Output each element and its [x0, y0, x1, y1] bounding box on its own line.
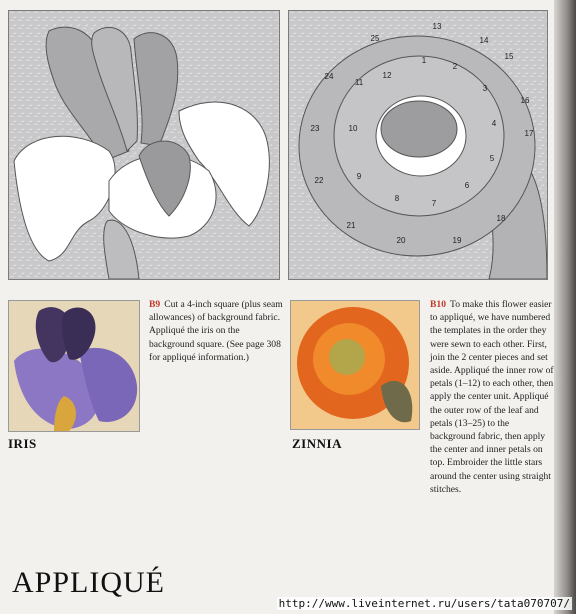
iris-caption: IRIS: [8, 436, 37, 451]
petal-number: 12: [382, 71, 392, 80]
iris-pattern-panel: [8, 10, 280, 280]
petal-number: 8: [394, 194, 400, 203]
iris-code: B9: [149, 299, 161, 310]
petal-number: 13: [432, 22, 442, 31]
iris-pattern-drawing: [9, 11, 279, 279]
petal-number: 16: [520, 96, 530, 105]
petal-number: 9: [356, 172, 362, 181]
petal-number: 4: [491, 119, 497, 128]
zinnia-instructions-text: To make this flower easier to appliqué, we have numbered the templates in the order they were sewn to each other. First, join the 2 center pieces and set aside. Appliqué the inner row of petals (1–12) to each other, then apply the center unit. Appliqué the outer row of the leaf and petals (13–25) to the background fabric, then apply the center and inner petals on top. Embroider the little stars around the center using straight stitches.: [430, 299, 554, 495]
petal-number: 19: [452, 236, 462, 245]
petal-number: 22: [314, 176, 324, 185]
page-binding-edge: [554, 0, 576, 614]
petal-number: 2: [452, 62, 458, 71]
zinnia-pattern-drawing: [289, 11, 547, 279]
zinnia-instructions: [430, 298, 554, 496]
petal-number: 17: [524, 129, 534, 138]
petal-number: 3: [482, 84, 488, 93]
iris-instructions-text: Cut a 4-inch square (plus seam allowances) of background fabric. Appliqué the iris on the background square. (See page 308 for appliqué information.): [149, 299, 283, 363]
iris-photo: [8, 300, 140, 432]
zinnia-code: B10: [430, 299, 446, 310]
zinnia-photo: [290, 300, 420, 430]
source-watermark: http://www.liveinternet.ru/users/tata070707/: [278, 597, 570, 610]
petal-number: 1: [421, 56, 427, 65]
zinnia-caption: ZINNIA: [292, 436, 342, 451]
petal-number: 5: [489, 154, 495, 163]
petal-number: 25: [370, 34, 380, 43]
petal-number: 14: [479, 36, 489, 45]
petal-number: 6: [464, 181, 470, 190]
petal-number: 21: [346, 221, 356, 230]
iris-instructions: [149, 298, 283, 364]
petal-number: 7: [431, 199, 437, 208]
petal-number: 23: [310, 124, 320, 133]
page-title: APPLIQUÉ: [12, 566, 166, 599]
petal-number: 24: [324, 72, 334, 81]
petal-number: 15: [504, 52, 514, 61]
petal-number: 18: [496, 214, 506, 223]
petal-number: 10: [348, 124, 358, 133]
petal-number: 11: [354, 78, 364, 87]
zinnia-pattern-panel: [288, 10, 548, 280]
petal-number: 20: [396, 236, 406, 245]
